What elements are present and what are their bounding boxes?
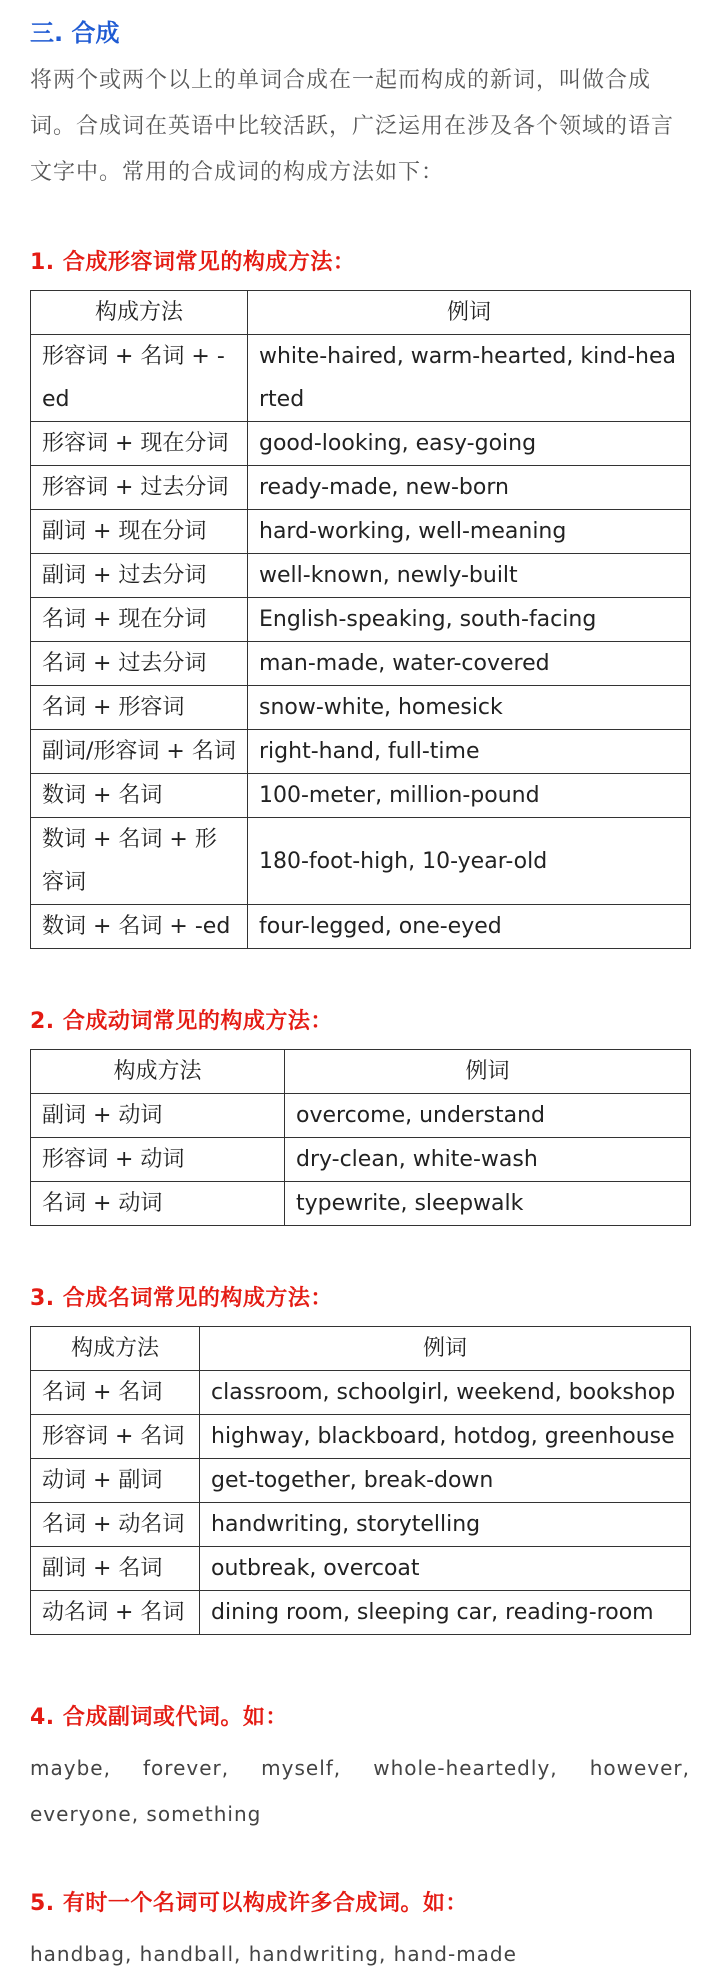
table-header-method: 构成方法 [31, 1050, 285, 1094]
method-cell: 副词 + 动词 [31, 1094, 285, 1138]
table-header-examples: 例词 [200, 1327, 691, 1371]
examples-cell: handwriting, storytelling [200, 1503, 691, 1547]
verb-table [30, 1049, 691, 1226]
table-row [31, 1591, 691, 1635]
table-row [31, 554, 691, 598]
table-header-examples: 例词 [248, 291, 691, 335]
examples-cell: 100-meter, million-pound [248, 774, 691, 818]
examples-cell: dining room, sleeping car, reading-room [200, 1591, 691, 1635]
page-title: 三. 合成 [30, 19, 120, 47]
examples-cell: man-made, water-covered [248, 642, 691, 686]
examples-cell: good-looking, easy-going [248, 422, 691, 466]
table-row [31, 818, 691, 905]
method-cell: 副词 + 名词 [31, 1547, 200, 1591]
table-header-method: 构成方法 [31, 1327, 200, 1371]
method-cell: 副词 + 过去分词 [31, 554, 248, 598]
examples-cell: get-together, break-down [200, 1459, 691, 1503]
method-cell: 名词 + 过去分词 [31, 642, 248, 686]
examples-cell: right-hand, full-time [248, 730, 691, 774]
examples-cell: four-legged, one-eyed [248, 905, 691, 949]
adjective-table [30, 290, 691, 949]
section-1-title: 1. 合成形容词常见的构成方法： [30, 250, 356, 275]
table-row [31, 1371, 691, 1415]
intro-paragraph: 将两个或两个以上的单词合成在一起而构成的新词，叫做合成词。合成词在英语中比较活跃，广泛运用在涉及各个领域的语言文字中。常用的合成词的构成方法如下： [30, 68, 675, 185]
table-row [31, 1182, 691, 1226]
table-row [31, 1503, 691, 1547]
examples-cell: snow-white, homesick [248, 686, 691, 730]
method-cell: 数词 + 名词 + 形容词 [31, 818, 248, 905]
method-cell: 名词 + 动名词 [31, 1503, 200, 1547]
examples-cell: ready-made, new-born [248, 466, 691, 510]
section-2-title: 2. 合成动词常见的构成方法： [30, 1009, 333, 1034]
examples-cell: overcome, understand [285, 1094, 691, 1138]
method-cell: 形容词 + 动词 [31, 1138, 285, 1182]
method-cell: 形容词 + 名词 + -ed [31, 335, 248, 422]
method-cell: 形容词 + 过去分词 [31, 466, 248, 510]
section-4-examples: maybe, forever, myself, whole-heartedly, however, everyone, something [30, 1756, 690, 1826]
examples-cell: classroom, schoolgirl, weekend, bookshop [200, 1371, 691, 1415]
table-row [31, 335, 691, 422]
examples-cell: English-speaking, south-facing [248, 598, 691, 642]
table-row [31, 466, 691, 510]
table-row [31, 905, 691, 949]
method-cell: 名词 + 现在分词 [31, 598, 248, 642]
table-row [31, 1459, 691, 1503]
method-cell: 数词 + 名词 + -ed [31, 905, 248, 949]
table-row [31, 1415, 691, 1459]
table-header-row [31, 1050, 691, 1094]
section-5-title: 5. 有时一个名词可以构成许多合成词。如： [30, 1891, 468, 1916]
table-header-examples: 例词 [285, 1050, 691, 1094]
method-cell: 动名词 + 名词 [31, 1591, 200, 1635]
table-row [31, 730, 691, 774]
table-row [31, 598, 691, 642]
method-cell: 动词 + 副词 [31, 1459, 200, 1503]
examples-cell: hard-working, well-meaning [248, 510, 691, 554]
table-row [31, 1138, 691, 1182]
examples-cell: outbreak, overcoat [200, 1547, 691, 1591]
table-row [31, 642, 691, 686]
table-header-method: 构成方法 [31, 291, 248, 335]
table-header-row [31, 291, 691, 335]
table-header-row [31, 1327, 691, 1371]
table-row [31, 1094, 691, 1138]
examples-cell: typewrite, sleepwalk [285, 1182, 691, 1226]
examples-cell: white-haired, warm-hearted, kind-hearted [248, 335, 691, 422]
method-cell: 名词 + 形容词 [31, 686, 248, 730]
examples-cell: highway, blackboard, hotdog, greenhouse [200, 1415, 691, 1459]
table-row [31, 686, 691, 730]
table-row [31, 1547, 691, 1591]
method-cell: 数词 + 名词 [31, 774, 248, 818]
method-cell: 名词 + 动词 [31, 1182, 285, 1226]
method-cell: 副词/形容词 + 名词 [31, 730, 248, 774]
method-cell: 形容词 + 现在分词 [31, 422, 248, 466]
section-5-examples: handbag, handball, handwriting, hand-made [30, 1942, 517, 1966]
examples-cell: 180-foot-high, 10-year-old [248, 818, 691, 905]
table-row [31, 510, 691, 554]
examples-cell: well-known, newly-built [248, 554, 691, 598]
table-row [31, 774, 691, 818]
method-cell: 形容词 + 名词 [31, 1415, 200, 1459]
examples-cell: dry-clean, white-wash [285, 1138, 691, 1182]
section-3-title: 3. 合成名词常见的构成方法： [30, 1286, 333, 1311]
method-cell: 名词 + 名词 [31, 1371, 200, 1415]
section-4-title: 4. 合成副词或代词。如： [30, 1705, 288, 1730]
noun-table [30, 1326, 691, 1635]
table-row [31, 422, 691, 466]
method-cell: 副词 + 现在分词 [31, 510, 248, 554]
